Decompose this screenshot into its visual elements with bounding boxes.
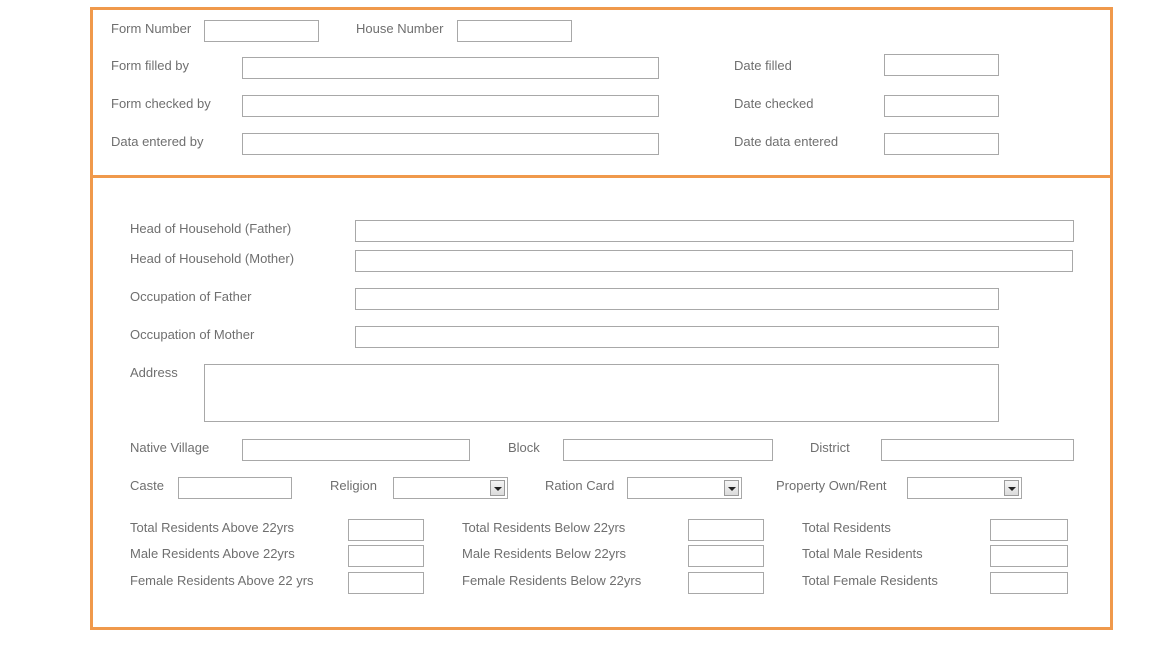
form-filled-by-label: Form filled by <box>111 58 190 73</box>
male-below-label: Male Residents Below 22yrs <box>462 546 627 561</box>
date-filled-label: Date filled <box>734 58 792 73</box>
female-above-label: Female Residents Above 22 yrs <box>130 573 314 588</box>
total-male-input[interactable] <box>990 545 1068 567</box>
form-checked-by-input[interactable] <box>242 95 659 117</box>
form-number-input[interactable] <box>204 20 319 42</box>
chevron-down-icon[interactable] <box>1004 480 1019 496</box>
female-above-input[interactable] <box>348 572 424 594</box>
religion-label: Religion <box>330 478 377 493</box>
head-father-input[interactable] <box>355 220 1074 242</box>
occupation-father-input[interactable] <box>355 288 999 310</box>
occupation-mother-label: Occupation of Mother <box>130 327 255 342</box>
house-number-input[interactable] <box>457 20 572 42</box>
total-below-label: Total Residents Below 22yrs <box>462 520 626 535</box>
form-filled-by-input[interactable] <box>242 57 659 79</box>
date-checked-input[interactable] <box>884 95 999 117</box>
chevron-down-icon[interactable] <box>490 480 505 496</box>
date-filled-input[interactable] <box>884 54 999 76</box>
female-below-input[interactable] <box>688 572 764 594</box>
total-above-input[interactable] <box>348 519 424 541</box>
male-above-label: Male Residents Above 22yrs <box>130 546 295 561</box>
date-data-entered-label: Date data entered <box>734 134 839 149</box>
native-village-input[interactable] <box>242 439 470 461</box>
property-label: Property Own/Rent <box>776 478 887 493</box>
ration-card-select[interactable] <box>627 477 742 499</box>
male-below-input[interactable] <box>688 545 764 567</box>
block-label: Block <box>508 440 540 455</box>
date-checked-label: Date checked <box>734 96 814 111</box>
native-village-label: Native Village <box>130 440 210 455</box>
form-checked-by-label: Form checked by <box>111 96 211 111</box>
religion-select[interactable] <box>393 477 508 499</box>
male-above-input[interactable] <box>348 545 424 567</box>
address-textarea[interactable] <box>204 364 999 422</box>
district-label: District <box>810 440 850 455</box>
house-number-label: House Number <box>356 21 444 36</box>
chevron-down-icon[interactable] <box>724 480 739 496</box>
female-below-label: Female Residents Below 22yrs <box>462 573 642 588</box>
total-below-input[interactable] <box>688 519 764 541</box>
total-female-label: Total Female Residents <box>802 573 938 588</box>
total-residents-label: Total Residents <box>802 520 891 535</box>
total-female-input[interactable] <box>990 572 1068 594</box>
ration-card-label: Ration Card <box>545 478 615 493</box>
caste-input[interactable] <box>178 477 292 499</box>
total-above-label: Total Residents Above 22yrs <box>130 520 295 535</box>
data-entered-by-label: Data entered by <box>111 134 204 149</box>
occupation-father-label: Occupation of Father <box>130 289 252 304</box>
date-data-entered-input[interactable] <box>884 133 999 155</box>
district-input[interactable] <box>881 439 1074 461</box>
data-entered-by-input[interactable] <box>242 133 659 155</box>
total-residents-input[interactable] <box>990 519 1068 541</box>
head-father-label: Head of Household (Father) <box>130 221 292 236</box>
total-male-label: Total Male Residents <box>802 546 923 561</box>
form-number-label: Form Number <box>111 21 192 36</box>
caste-label: Caste <box>130 478 164 493</box>
address-label: Address <box>130 365 178 380</box>
occupation-mother-input[interactable] <box>355 326 999 348</box>
head-mother-input[interactable] <box>355 250 1073 272</box>
head-mother-label: Head of Household (Mother) <box>130 251 295 266</box>
block-input[interactable] <box>563 439 773 461</box>
property-select[interactable] <box>907 477 1022 499</box>
